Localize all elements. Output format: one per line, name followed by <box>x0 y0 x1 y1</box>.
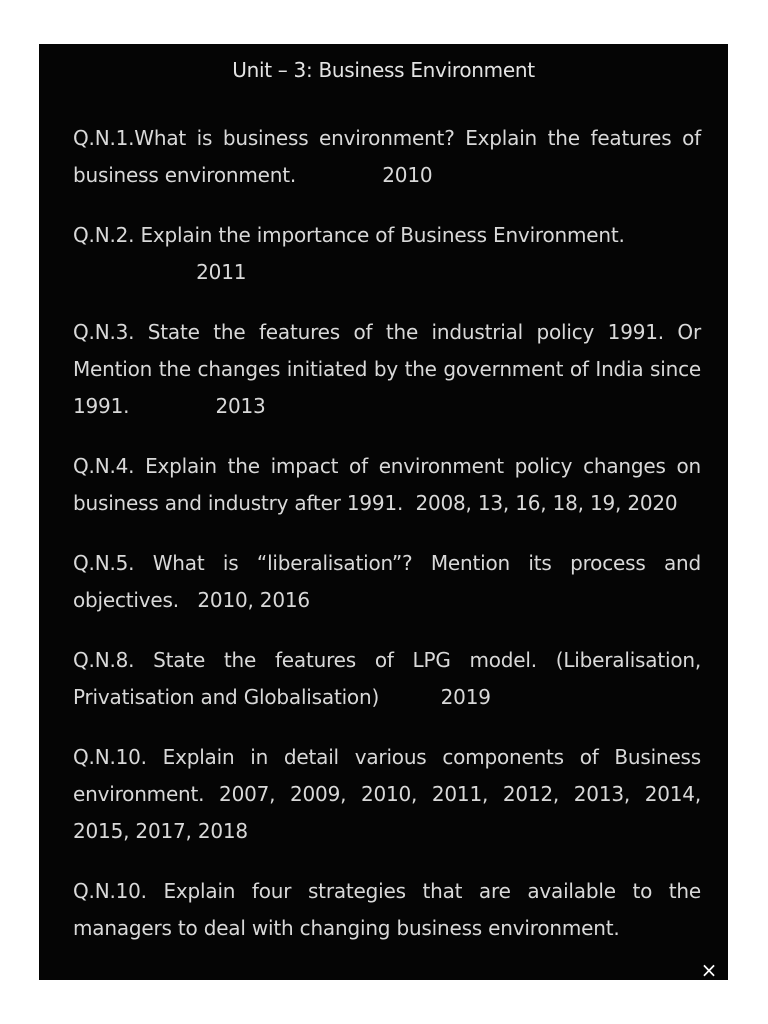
question-years: 2010 <box>382 163 433 187</box>
question-years: 2008, 13, 16, 18, 19, 2020 <box>415 491 678 515</box>
question-years: 2013 <box>215 394 266 418</box>
question-text: Q.N.5. What is “liberalisation”? Mention its process and objectives. <box>73 551 701 612</box>
question-text: Q.N.10. Explain in detail various components of Business environment. <box>73 745 701 806</box>
question-years: 2019 <box>440 685 491 709</box>
question-item <box>73 314 701 425</box>
question-item <box>73 545 701 619</box>
question-item <box>73 739 701 850</box>
question-item <box>73 217 701 291</box>
question-text: Q.N.3. State the features of the industrial policy 1991. Or Mention the changes initiated by the government of India since 1991. <box>73 320 701 418</box>
document-title: Unit – 3: Business Environment <box>232 58 535 82</box>
question-text: Q.N.1.What is business environment? Explain the features of business environment. <box>73 126 701 187</box>
question-list <box>73 120 701 970</box>
document-page <box>39 44 728 980</box>
question-text: Q.N.8. State the features of LPG model. (Liberalisation, Privatisation and Globalisation) <box>73 648 701 709</box>
question-item <box>73 448 701 522</box>
question-years: 2010, 2016 <box>197 588 310 612</box>
question-years: 2011 <box>196 260 247 284</box>
question-item <box>73 642 701 716</box>
question-text: Q.N.4. Explain the impact of environment policy changes on business and industry after 1991. <box>73 454 701 515</box>
question-item <box>73 120 701 194</box>
question-text: Q.N.10. Explain four strategies that are available to the managers to deal with changing business environment. <box>73 879 701 940</box>
close-icon[interactable]: × <box>700 958 718 982</box>
question-item <box>73 873 701 947</box>
question-text: Q.N.2. Explain the importance of Business Environment. <box>73 223 625 247</box>
question-years: 2007, 2009, 2010, 2011, 2012, 2013, 2014, 2015, 2017, 2018 <box>73 782 701 843</box>
